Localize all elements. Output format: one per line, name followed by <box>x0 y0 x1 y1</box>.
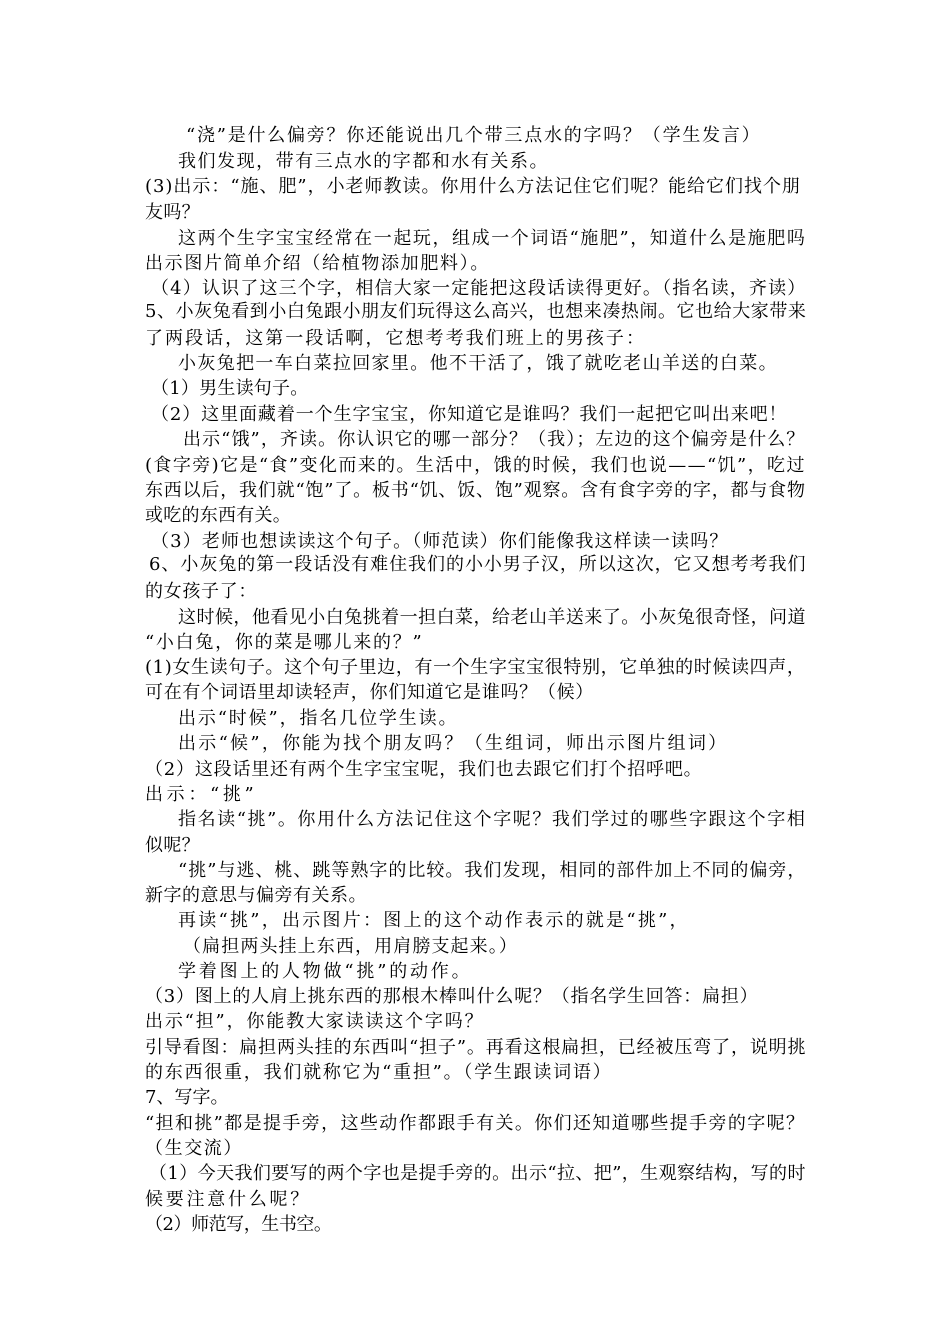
text-line: “担和挑”都是提手旁，这些动作都跟手有关。你们还知道哪些提手旁的字呢？ <box>145 1113 806 1134</box>
text-line: 5、小灰兔看到小白兔跟小朋友们玩得这么高兴，也想来凑热闹。它也给大家带来 <box>145 301 807 322</box>
text-line: 似呢？ <box>145 835 200 856</box>
text-line: 友吗？ <box>145 202 200 223</box>
text-line: 学着图上的人物做“挑”的动作。 <box>178 961 473 982</box>
text-line: “小白兔，你的菜是哪儿来的？” <box>145 632 424 653</box>
text-line: 6、小灰兔的第一段话没有难住我们的小小男子汉，所以这次，它又想考考我们 <box>149 554 807 575</box>
text-line: （3）老师也想读读这个句子。（师范读）你们能像我这样读一读吗？ <box>151 531 729 552</box>
text-line: (1)女生读句子。这个句子里边，有一个生字宝宝很特别，它单独的时候读四声， <box>145 657 806 678</box>
text-line: 或吃的东西有关。 <box>145 505 291 526</box>
text-line: 出示图片简单介绍（给植物添加肥料）。 <box>145 253 490 274</box>
text-line: 这时候，他看见小白兔挑着一担白菜，给老山羊送来了。小灰兔很奇怪，问道 <box>178 607 806 628</box>
text-line: 小灰兔把一车白菜拉回家里。他不干活了，饿了就吃老山羊送的白菜。 <box>178 353 778 374</box>
text-line: 7、写字。 <box>145 1087 229 1108</box>
text-line: （2）这里面藏着一个生字宝宝，你知道它是谁吗？我们一起把它叫出来吧！ <box>151 404 788 425</box>
text-line: 引导看图：扁担两头挂的东西叫“担子”。再看这根扁担，已经被压弯了，说明挑 <box>145 1037 807 1058</box>
text-line: 出示“饿”，齐读。你认识它的哪一部分？（我）；左边的这个偏旁是什么？ <box>183 429 806 450</box>
text-line: 候要注意什么呢？ <box>145 1189 311 1210</box>
text-line: 了两段话，这第一段话啊，它想考考我们班上的男孩子： <box>145 328 646 349</box>
text-line: （3）图上的人肩上挑东西的那根木棒叫什么呢？（指名学生回答：扁担） <box>145 986 759 1007</box>
text-line: （2）师范写，生书空。 <box>145 1214 332 1235</box>
text-line: 出示“担”，你能教大家读读这个字吗？ <box>145 1011 485 1032</box>
text-line: “浇”是什么偏旁？你还能说出几个带三点水的字吗？（学生发言） <box>186 125 762 146</box>
text-line: 我们发现，带有三点水的字都和水有关系。 <box>178 151 549 172</box>
text-line: （1）今天我们要写的两个字也是提手旁的。出示“拉、把”，生观察结构，写的时 <box>149 1163 806 1184</box>
text-line: 可在有个词语里却读轻声，你们知道它是谁吗？（候） <box>145 682 594 703</box>
text-line: 出示：“挑” <box>145 784 258 805</box>
text-line: （1）男生读句子。 <box>151 378 309 399</box>
text-line: 新字的意思与偏旁有关系。 <box>145 885 367 906</box>
text-line: 出示“时候”，指名几位学生读。 <box>178 708 459 729</box>
text-line: 再读“挑”，出示图片：图上的这个动作表示的就是“挑”， <box>178 910 690 931</box>
text-line: (3)出示：“施、肥”，小老师教读。你用什么方法记住它们呢？能给它们找个朋 <box>145 176 801 197</box>
text-line: （扁担两头挂上东西，用肩膀支起来。） <box>183 936 518 957</box>
text-line: 指名读“挑”。你用什么方法记住这个字呢？我们学过的哪些字跟这个字相 <box>178 809 807 830</box>
text-line: 这两个生字宝宝经常在一起玩，组成一个词语“施肥”，知道什么是施肥吗 <box>178 228 807 249</box>
text-line: 东西以后，我们就“饱”了。板书“饥、饭、饱”观察。含有食字旁的字，都与食物 <box>145 480 806 501</box>
text-line: （2）这段话里还有两个生字宝宝呢，我们也去跟它们打个招呼吧。 <box>145 759 703 780</box>
text-line: （4）认识了这三个字，相信大家一定能把这段话读得更好。（指名读，齐读） <box>151 278 807 299</box>
text-line: (食字旁)它是“食”变化而来的。生活中，饿的时候，我们也说——“饥”，吃过 <box>145 455 806 476</box>
text-line: 的女孩子了： <box>145 581 257 602</box>
text-line: （生交流） <box>145 1138 243 1159</box>
text-line: “挑”与逃、桃、跳等熟字的比较。我们发现，相同的部件加上不同的偏旁， <box>178 860 807 881</box>
text-line: 出示“候”，你能为找个朋友吗？（生组词，师出示图片组词） <box>178 733 729 754</box>
text-line: 的东西很重，我们就称它为“重担”。（学生跟读词语） <box>145 1062 613 1083</box>
